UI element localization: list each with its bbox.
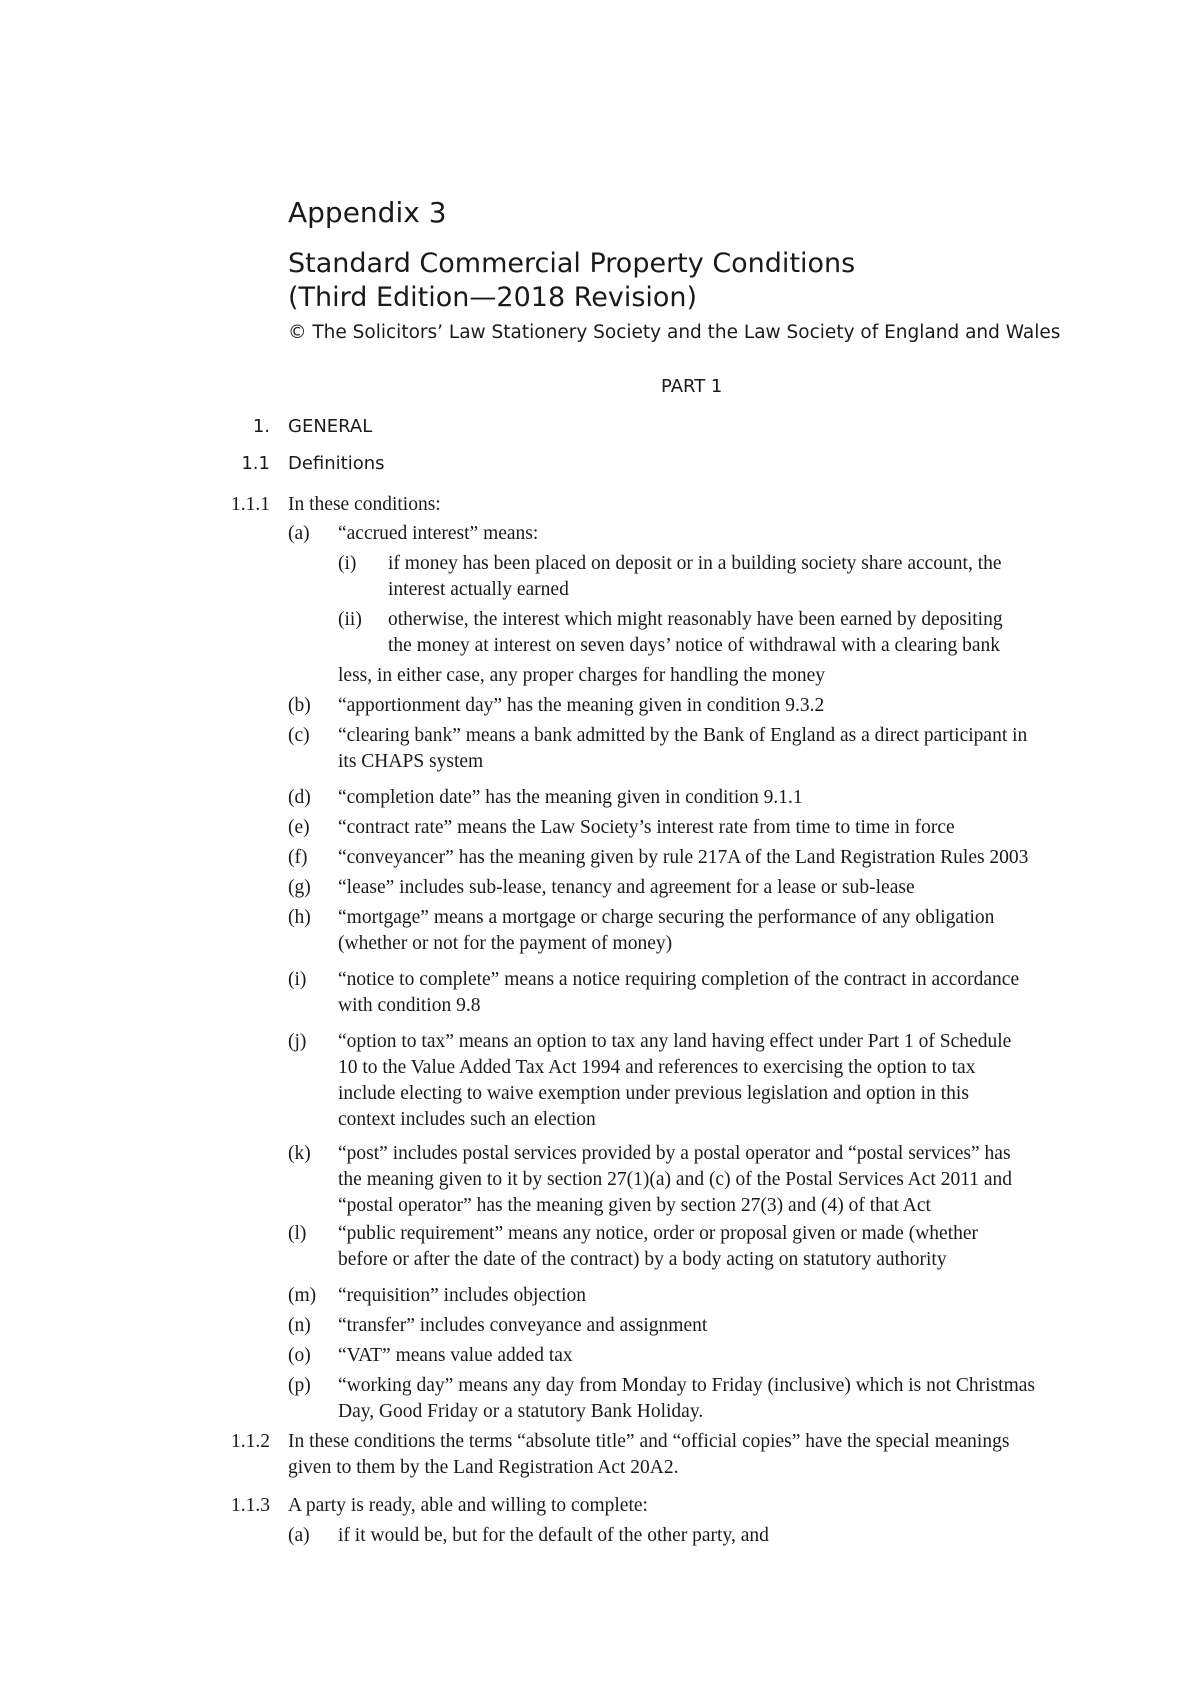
definition-marker: (d)	[288, 787, 311, 808]
definition-item: “transfer” includes conveyance and assignment	[338, 1315, 708, 1336]
section-title: GENERAL	[288, 416, 373, 437]
definition-item: “mortgage” means a mortgage or charge securing the performance of any obligation (whether or not for the payment of money)	[338, 907, 995, 954]
appendix-heading: Appendix 3	[288, 196, 447, 229]
definition-marker: (e)	[288, 817, 310, 838]
definition-marker: (a)	[288, 523, 310, 544]
definition-item: “contract rate” means the Law Society’s interest rate from time to time in force	[338, 817, 955, 838]
definition-marker: (k)	[288, 1143, 311, 1164]
definition-item: “notice to complete” means a notice requiring completion of the contract in accordance with condition 9.8	[338, 969, 1020, 1016]
definition-item: “completion date” has the meaning given in condition 9.1.1	[338, 787, 803, 808]
definition-marker: (g)	[288, 877, 311, 898]
definition-item: “apportionment day” has the meaning given in condition 9.3.2	[338, 695, 825, 716]
definition-accrued-interest: “accrued interest” means:	[338, 523, 539, 544]
definition-marker: (i)	[288, 969, 307, 990]
document-title-line-2: (Third Edition—2018 Revision)	[288, 282, 698, 313]
subsection-number: 1.1	[241, 453, 270, 474]
definition-item: “working day” means any day from Monday to Friday (inclusive) which is not Christmas Day, Good Friday or a statutory Bank Holiday.	[338, 1375, 1035, 1422]
definition-item: “clearing bank” means a bank admitted by the Bank of England as a direct participant in its CHAPS system	[338, 725, 1028, 772]
definition-marker: (m)	[288, 1285, 317, 1306]
clause-1-1-3-intro: A party is ready, able and willing to complete:	[288, 1495, 648, 1516]
definition-marker: (o)	[288, 1345, 311, 1366]
clause-number-1-1-3: 1.1.3	[231, 1495, 270, 1516]
definition-item: “requisition” includes objection	[338, 1285, 587, 1306]
definition-marker: (n)	[288, 1315, 311, 1336]
definition-item: “option to tax” means an option to tax any land having effect under Part 1 of Schedule 10 to the Value Added Tax Act 1994 and references to exercising the option to tax include electing to waive exemption under previous legislation and option in this context includes such an election	[338, 1031, 1012, 1130]
clause-1-1-1-intro: In these conditions:	[288, 494, 441, 515]
sub-item-deposit: if money has been placed on deposit or in a building society share account, the interest actually earned	[388, 553, 1002, 600]
sub-item-otherwise: otherwise, the interest which might reasonably have been earned by depositing the money at interest on seven days’ notice of withdrawal with a clearing bank	[388, 609, 1003, 656]
document-title-line-1: Standard Commercial Property Conditions	[288, 248, 856, 279]
section-number: 1.	[252, 416, 270, 437]
clause-1-1-2-text: In these conditions the terms “absolute title” and “official copies” have the special meanings given to them by the Land Registration Act 20A2.	[288, 1431, 1010, 1478]
definition-marker: (f)	[288, 847, 308, 868]
definition-marker: (c)	[288, 725, 310, 746]
definition-item: “conveyancer” has the meaning given by rule 217A of the Land Registration Rules 2003	[338, 847, 1029, 868]
clause-number-1-1-2: 1.1.2	[231, 1431, 270, 1452]
subsection-title: Definitions	[288, 453, 385, 474]
part-label: PART 1	[661, 376, 723, 397]
definition-marker: (h)	[288, 907, 311, 928]
definition-marker: (a)	[288, 1525, 310, 1546]
accrued-interest-tail: less, in either case, any proper charges for handling the money	[338, 665, 825, 686]
copyright-notice: © The Solicitors’ Law Stationery Society and the Law Society of England and Wales	[288, 322, 1061, 343]
definition-item: “VAT” means value added tax	[338, 1345, 573, 1366]
sub-item-marker: (ii)	[338, 609, 362, 630]
sub-item-marker: (i)	[338, 553, 357, 574]
definition-item: “lease” includes sub-lease, tenancy and agreement for a lease or sub-lease	[338, 877, 915, 898]
definition-marker: (l)	[288, 1223, 307, 1244]
definition-marker: (j)	[288, 1031, 307, 1052]
definition-item: “public requirement” means any notice, order or proposal given or made (whether before or after the date of the contract) by a body acting on statutory authority	[338, 1223, 979, 1270]
clause-number-1-1-1: 1.1.1	[231, 494, 270, 515]
definition-marker: (b)	[288, 695, 311, 716]
definition-marker: (p)	[288, 1375, 311, 1396]
definition-item: “post” includes postal services provided by a postal operator and “postal services” has the meaning given to it by section 27(1)(a) and (c) of the Postal Services Act 2011 and “postal operator” has the meaning given by section 27(3) and (4) of that Act	[338, 1143, 1013, 1216]
clause-1-1-3-item-a: if it would be, but for the default of the other party, and	[338, 1525, 769, 1546]
